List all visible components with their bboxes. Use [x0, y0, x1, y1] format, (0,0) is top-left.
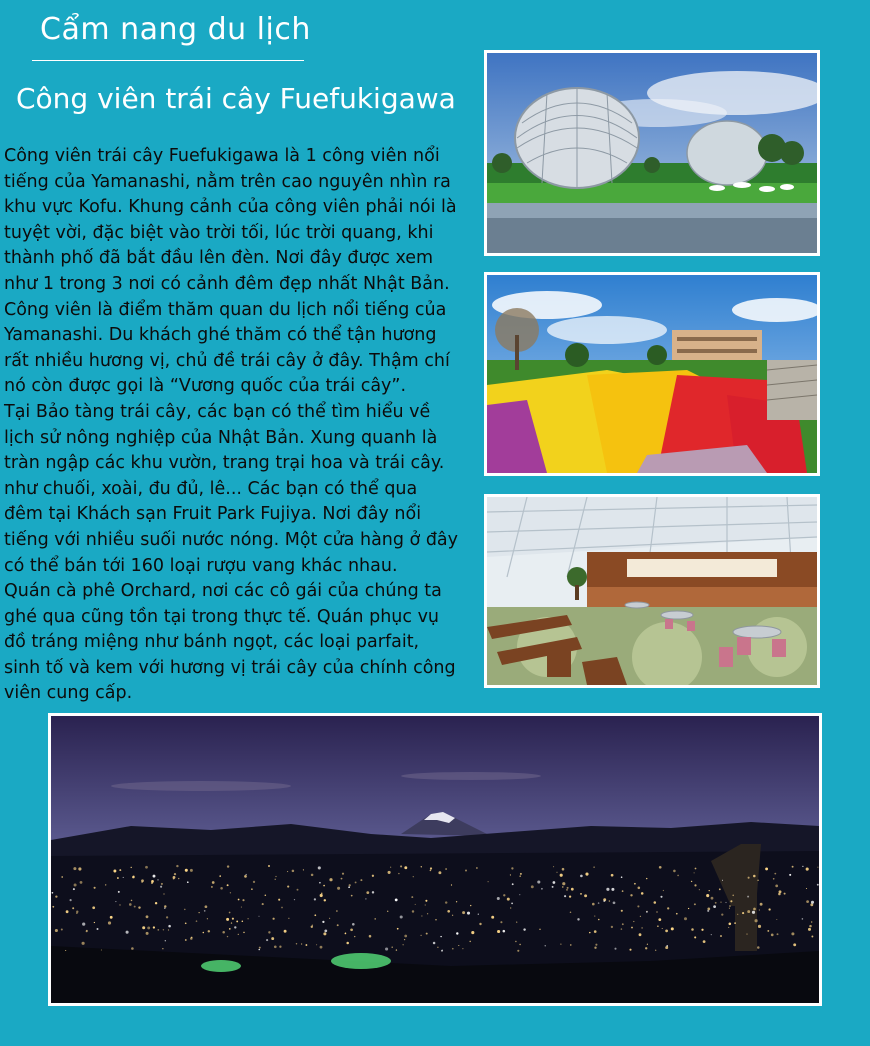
article-line: viên cung cấp.: [4, 683, 133, 704]
article-line: rất nhiều hương vị, chủ đề trái cây ở đây. Thậm chí: [4, 350, 450, 371]
article-line: như 1 trong 3 nơi có cảnh đêm đẹp nhất Nhật Bản.: [4, 273, 450, 294]
article-line: sinh tố và kem với hương vị trái cây của chính công: [4, 657, 456, 678]
article-line: thành phố đã bắt đầu lên đèn. Nơi đây được xem: [4, 248, 434, 269]
kofu-night-view-photo: [48, 713, 822, 1006]
article-line: Công viên là điểm thăm quan du lịch nổi tiếng của: [4, 299, 447, 320]
section-title: Cẩm nang du lịch: [40, 12, 311, 47]
article-line: tiếng của Yamanashi, nằm trên cao nguyên nhìn ra: [4, 171, 451, 192]
article-line: khu vực Kofu. Khung cảnh của công viên phải nói là: [4, 197, 457, 218]
article-line: Yamanashi. Du khách ghé thăm có thể tận hương: [4, 325, 437, 346]
article-line: ghé qua cũng tồn tại trong thực tế. Quán phục vụ: [4, 606, 440, 627]
article-line: Công viên trái cây Fuefukigawa là 1 công viên nổi: [4, 146, 440, 166]
article-line: Tại Bảo tàng trái cây, các bạn có thể tìm hiểu về: [4, 401, 431, 422]
orchard-cafe-photo: [484, 494, 820, 688]
glass-dome-museum-photo: [484, 50, 820, 256]
article-line: tràn ngập các khu vườn, trang trại hoa và trái cây.: [4, 453, 445, 474]
article-line: Quán cà phê Orchard, nơi các cô gái của chúng ta: [4, 581, 442, 602]
article-line: đêm tại Khách sạn Fruit Park Fujiya. Nơi đây nổi: [4, 504, 422, 525]
article-title: Công viên trái cây Fuefukigawa: [16, 82, 456, 115]
article-line: lịch sử nông nghiệp của Nhật Bản. Xung quanh là: [4, 427, 438, 448]
article-line: như chuối, xoài, đu đủ, lê... Các bạn có thể qua: [4, 478, 418, 499]
article-line: có thể bán tới 160 loại rượu vang khác nhau.: [4, 555, 398, 576]
article-line: đồ tráng miệng như bánh ngọt, các loại parfait,: [4, 632, 420, 653]
article-line: tuyệt vời, đặc biệt vào trời tối, lúc trời quang, khi: [4, 222, 434, 243]
article-body: [4, 144, 488, 707]
article-line: tiếng với nhiều suối nước nóng. Một cửa hàng ở đây: [4, 529, 459, 550]
tulip-garden-photo: [484, 272, 820, 476]
title-underline: [32, 60, 304, 61]
article-line: nó còn được gọi là “Vương quốc của trái cây”.: [4, 376, 407, 397]
